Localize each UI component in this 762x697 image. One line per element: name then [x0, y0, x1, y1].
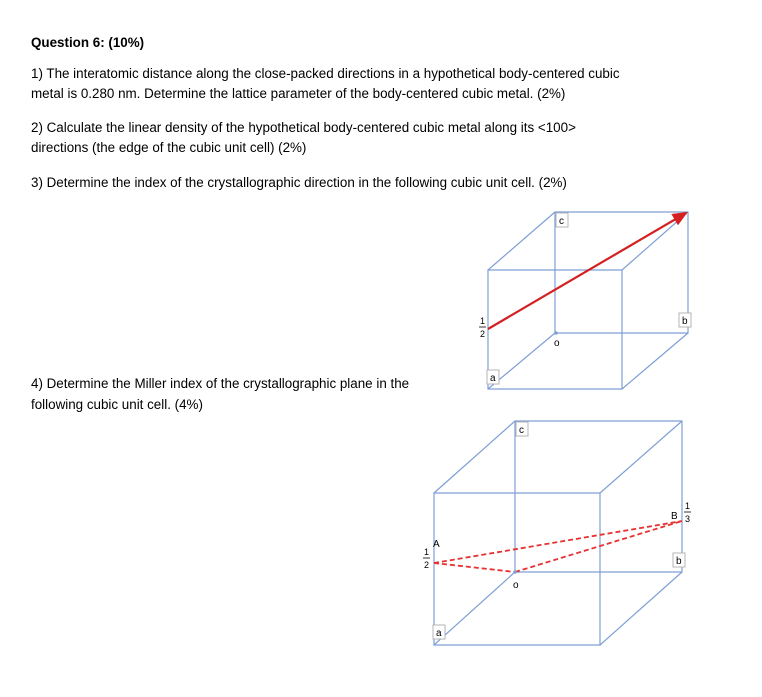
part1-line2: metal is 0.280 nm. Determine the lattice parameter of the body-centered cubic metal. (2%) — [31, 86, 566, 101]
b-fraction-denominator: 3 — [685, 514, 691, 524]
cube2-edge — [600, 572, 682, 645]
b-fraction-numerator: 1 — [685, 501, 691, 511]
part4-line2: following cubic unit cell. (4%) — [31, 397, 203, 412]
question-title: Question 6: (10%) — [31, 35, 145, 50]
plane-trace-a-to-b — [434, 521, 682, 563]
cube2-edge — [600, 421, 682, 493]
cube1-axis-c-label: c — [559, 216, 564, 227]
cube2-axis-b-label: b — [676, 556, 682, 567]
plane-point-a-label: A — [433, 539, 440, 550]
cube1-fraction-numerator: 1 — [480, 316, 486, 326]
a-fraction-numerator: 1 — [424, 547, 430, 557]
part2-line2: directions (the edge of the cubic unit cell) (2%) — [31, 140, 307, 155]
part4-line1: 4) Determine the Miller index of the crystallographic plane in the — [31, 376, 410, 391]
cube2-origin-label: o — [513, 580, 519, 591]
direction-cube-figure — [479, 212, 691, 389]
plane-point-b-label: B — [671, 511, 678, 522]
cube2-origin-point — [513, 570, 517, 574]
cube1-edge — [622, 333, 688, 389]
part2-line1: 2) Calculate the linear density of the hypothetical body-centered cubic metal along its <100> — [31, 120, 576, 135]
cube1-origin-label: o — [554, 338, 560, 349]
plane-cube-figure — [423, 421, 691, 645]
direction-vector-arrow — [488, 213, 686, 329]
cube1-fraction-denominator: 2 — [480, 329, 486, 339]
cube2-axis-c-label: c — [519, 425, 524, 436]
cube1-axis-a-label: a — [490, 373, 496, 384]
cube2-edge — [434, 421, 515, 493]
part1-line1: 1) The interatomic distance along the close-packed directions in a hypothetical body-centered cubic — [31, 66, 620, 81]
plane-trace-origin-to-b — [515, 521, 682, 572]
cube1-edge — [488, 212, 555, 270]
cube1-axis-b-label: b — [682, 316, 688, 327]
cube1-edge — [622, 212, 688, 270]
cube1-origin-point — [554, 331, 558, 335]
part3-line1: 3) Determine the index of the crystallographic direction in the following cubic unit cell. (2%) — [31, 175, 567, 190]
cube2-edge — [434, 572, 515, 645]
plane-trace-a-to-origin — [434, 563, 515, 572]
cube2-axis-a-label: a — [436, 628, 442, 639]
a-fraction-denominator: 2 — [424, 560, 430, 570]
